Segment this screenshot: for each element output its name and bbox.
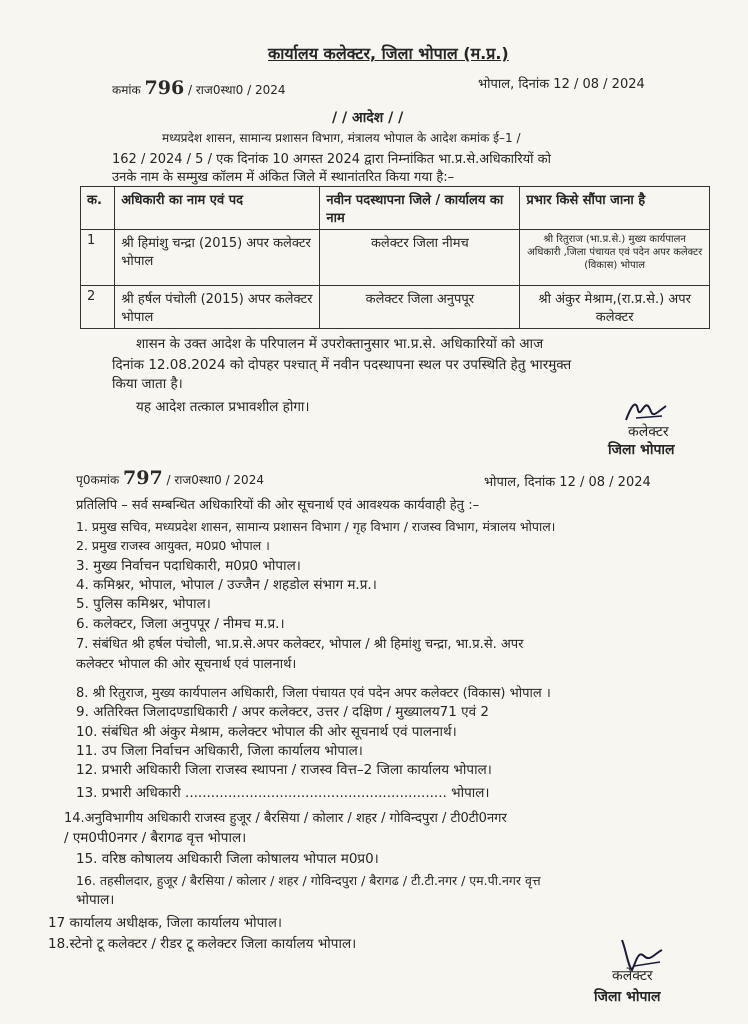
list-item: 12. प्रभारी अधिकारी जिला राजस्व स्थापना / राजस्व वित्त–2 जिला कार्यालय भोपाल। — [76, 762, 492, 778]
list-item: 16. तहसीलदार, हुजूर / बैरसिया / कोलार / शहर / गोविन्दपुरा / बैरागढ / टी.टी.नगर / एम.पी.नगर वृत्त — [76, 873, 541, 888]
order-intro-line-1: मध्यप्रदेश शासन, सामान्य प्रशासन विभाग, मंत्रालय भोपाल के आदेश कमांक ई–1 / — [162, 131, 521, 145]
order-number — [112, 77, 286, 99]
row-2-charge: श्री अंकुर मेश्राम,(रा.प्र.से.) अपर कलेक्टर — [520, 286, 710, 329]
list-item: 1. प्रमुख सचिव, मध्यप्रदेश शासन, सामान्य प्रशासन विभाग / गृह विभाग / राजस्व विभाग, मंत्रालय भोपाल। — [76, 519, 556, 534]
row-2-sno: 2 — [81, 286, 115, 329]
body-para-2: यह आदेश तत्काल प्रभावशील होगा। — [136, 399, 310, 415]
list-item: 18.स्टेनो टू कलेक्टर / रीडर टू कलेक्टर जिला कार्यालय भोपाल। — [48, 936, 357, 952]
row-1-sno: 1 — [81, 230, 115, 286]
copy-order-number-prefix: पृ0कमांक — [76, 473, 120, 487]
list-item: 2. प्रमुख राजस्व आयुक्त, म0प्र0 भोपाल । — [76, 538, 270, 553]
copy-heading: प्रतिलिपि – सर्व सम्बन्धित अधिकारियों की ओर सूचनार्थ एवं आवश्यक कार्यवाही हेतु :– — [76, 498, 480, 513]
row-1-posting: कलेक्टर जिला नीमच — [320, 230, 520, 286]
copy-order-number-suffix: / राज0स्था0 / 2024 — [166, 473, 264, 487]
order-intro-line-3: उनके नाम के सम्मुख कॉलम में अंकित जिले में स्थानांतरित किया गया है:– — [112, 170, 455, 185]
body-para-1-line-2: दिनांक 12.08.2024 को दोपहर पश्चात् में नवीन पदस्थापना स्थल पर उपस्थिति हेतु भारमुक्त — [112, 357, 572, 373]
list-item: 5. पुलिस कमिश्नर, भोपाल। — [76, 596, 211, 612]
header-charge-to: प्रभार किसे सौंपा जाना है — [520, 187, 710, 230]
row-2-name: श्री हर्षल पंचोली (2015) अपर कलेक्टर भोपाल — [115, 286, 320, 329]
list-item: 4. कमिश्नर, भोपाल, भोपाल / उज्जैन / शहडोल संभाग म.प्र.। — [76, 577, 377, 593]
list-item: कलेक्टर भोपाल की ओर सूचनार्थ एवं पालनार्थ। — [76, 657, 297, 672]
signature-2-place: जिला भोपाल — [594, 989, 661, 1005]
list-item: 3. मुख्य निर्वाचन पदाधिकारी, म0प्र0 भोपाल। — [76, 558, 301, 574]
list-item: 11. उप जिला निर्वाचन अधिकारी, जिला कार्यालय भोपाल। — [76, 743, 363, 759]
list-item: 8. श्री रितुराज, मुख्य कार्यपालन अधिकारी, जिला पंचायत एवं पदेन अपर कलेक्टर (विकास) भोपाल । — [76, 686, 551, 701]
list-item: 10. संबंधित श्री अंकुर मेश्राम, कलेक्टर भोपाल की ओर सूचनार्थ एवं पालनार्थ। — [76, 724, 457, 740]
list-item: भोपाल। — [76, 892, 115, 908]
table-row — [81, 286, 710, 329]
order-intro-line-2: 162 / 2024 / 5 / एक दिनांक 10 अगस्त 2024 द्वारा निम्नांकित भा.प्र.से.अधिकारियों को — [112, 152, 552, 167]
list-item: 9. अतिरिक्त जिलादण्डाधिकारी / अपर कलेक्टर, उत्तर / दक्षिण / मुख्यालय71 एवं 2 — [76, 704, 489, 720]
list-item: 15. वरिष्ठ कोषालय अधिकारी जिला कोषालय भोपाल म0प्र0। — [76, 851, 379, 867]
copy-place-date: भोपाल, दिनांक 12 / 08 / 2024 — [484, 475, 651, 490]
list-item: 13. प्रभारी अधिकारी ............................................................. भोपाल। — [76, 785, 490, 801]
list-item: 17 कार्यालय अधीक्षक, जिला कार्यालय भोपाल। — [48, 915, 283, 931]
row-1-charge: श्री रितुराज (भा.प्र.से.) मुख्य कार्यपालन अधिकारी ,जिला पंचायत एवं पदेन अपर कलेक्टर (विकास) भोपाल — [520, 230, 710, 286]
row-1-name: श्री हिमांशु चन्द्रा (2015) अपर कलेक्टर भोपाल — [115, 230, 320, 286]
list-item: 14.अनुविभागीय अधिकारी राजस्व हुजूर / बैरसिया / कोलार / शहर / गोविन्दपुरा / टी0टी0नगर — [64, 811, 507, 826]
header-sno: क. — [81, 187, 115, 230]
body-para-1-line-1: शासन के उक्त आदेश के परिपालन में उपरोक्तानुसार भा.प्र.से. अधिकारियों को आज — [136, 336, 544, 352]
order-number-prefix: कमांक — [112, 83, 141, 97]
signature-1-title: कलेक्टर — [628, 424, 669, 440]
row-2-posting: कलेक्टर जिला अनुपपूर — [320, 286, 520, 329]
office-title: कार्यालय कलेक्टर, जिला भोपाल (म.प्र.) — [268, 44, 509, 63]
table-header-row — [81, 187, 710, 230]
signature-1-place: जिला भोपाल — [608, 442, 675, 458]
header-officer-name: अधिकारी का नाम एवं पद — [115, 187, 320, 230]
header-new-posting: नवीन पदस्थापना जिले / कार्यालय का नाम — [320, 187, 520, 230]
order-number-suffix: / राज0स्था0 / 2024 — [188, 83, 286, 97]
list-item: / एम0पी0नगर / बैरागढ वृत्त भोपाल। — [64, 830, 247, 846]
body-para-1-line-3: किया जाता है। — [112, 376, 183, 392]
order-number-handwritten: 796 — [144, 77, 185, 99]
copy-order-number-handwritten: 797 — [123, 467, 163, 489]
list-item: 6. कलेक्टर, जिला अनुपपूर / नीमच म.प्र.। — [76, 616, 285, 632]
list-item: 7. संबंधित श्री हर्षल पंचोली, भा.प्र.से.अपर कलेक्टर, भोपाल / श्री हिमांशु चन्द्रा, भा.प्र.से. अपर — [76, 637, 524, 652]
order-heading: / / आदेश / / — [332, 110, 404, 126]
transfer-table — [80, 186, 710, 329]
signature-2-title: कलेक्टर — [612, 968, 653, 984]
order-place-date: भोपाल, दिनांक 12 / 08 / 2024 — [478, 77, 645, 92]
table-row — [81, 230, 710, 286]
copy-order-number — [76, 467, 264, 489]
